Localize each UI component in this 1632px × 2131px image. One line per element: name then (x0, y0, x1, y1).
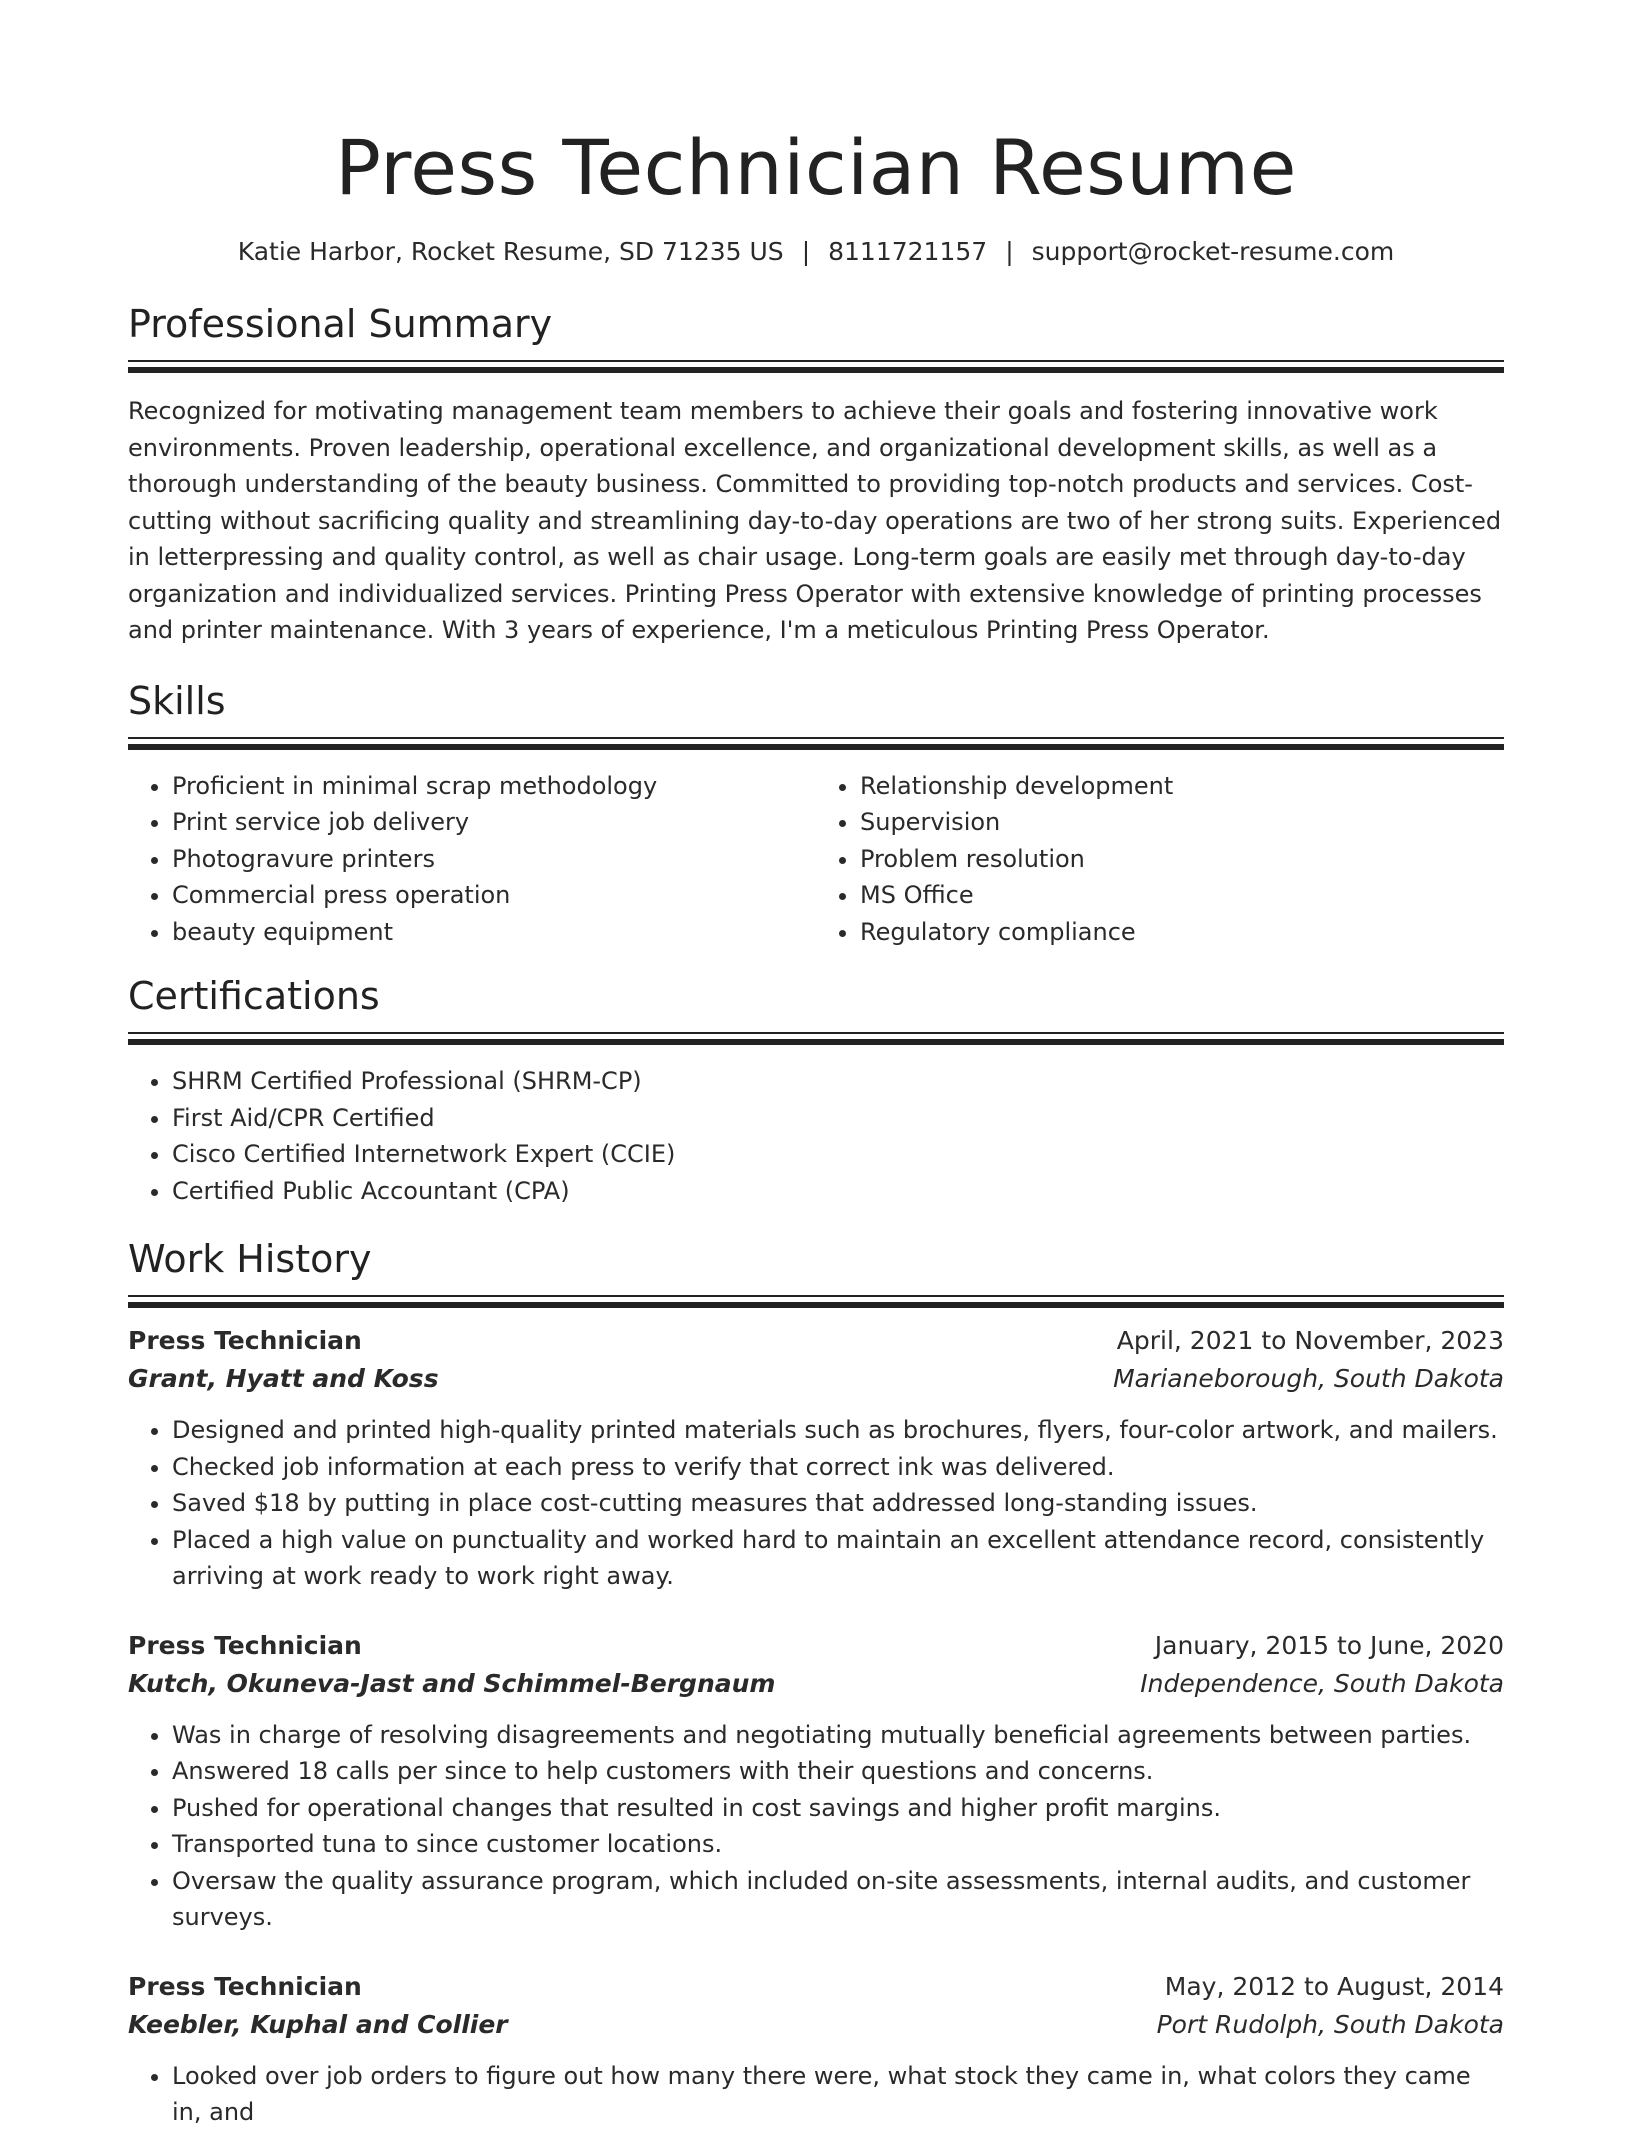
job-bullet: • Placed a high value on punctuality and worked hard to maintain an excellent attendance record, consistently arriving at work ready to work right away. (172, 1522, 1504, 1595)
skill-item: • Problem resolution (860, 841, 1504, 878)
job-bullets (128, 2058, 1504, 2131)
job-subheader (128, 1665, 1504, 1703)
job-bullets (128, 1717, 1504, 1936)
contact-separator: | (1005, 237, 1014, 266)
section-divider (128, 737, 1504, 748)
contact-separator: | (801, 237, 811, 266)
job-dates: April, 2021 to November, 2023 (1116, 1326, 1504, 1355)
contact-line (128, 234, 1504, 270)
job-bullet: • Was in charge of resolving disagreements and negotiating mutually beneficial agreements between parties. (172, 1717, 1504, 1754)
job-company: Kutch, Okuneva-Jast and Schimmel-Bergnaum (128, 1668, 776, 1698)
job-subheader (128, 2006, 1504, 2044)
job-title: Press Technician (128, 1971, 362, 2001)
job-dates: January, 2015 to June, 2020 (1154, 1630, 1504, 1660)
job-company: Grant, Hyatt and Koss (128, 1364, 439, 1393)
section-divider (128, 1295, 1504, 1306)
section-heading-skills: Skills (128, 678, 226, 723)
job-location: Port Rudolph, South Dakota (1156, 2009, 1504, 2039)
contact-phone: 8111721157 (828, 237, 988, 266)
job-entry (128, 1322, 1504, 1595)
skill-item: • Supervision (860, 804, 1504, 841)
section-heading-work-history: Work History (128, 1237, 372, 1281)
skills-section (128, 677, 1504, 951)
job-bullet: • Pushed for operational changes that resulted in cost savings and higher profit margins. (172, 1790, 1504, 1827)
certifications-list (128, 1063, 1504, 1209)
job-bullet: • Answered 18 calls per since to help customers with their questions and concerns. (172, 1753, 1504, 1790)
skill-item: • Proficient in minimal scrap methodology (172, 768, 816, 805)
section-divider (128, 360, 1504, 371)
skill-item: • Commercial press operation (172, 877, 816, 914)
job-title: Press Technician (128, 1630, 362, 1660)
job-bullet: • Designed and printed high-quality printed materials such as brochures, flyers, four-color artwork, and mailers. (172, 1412, 1504, 1449)
section-divider (128, 1032, 1504, 1043)
skills-grid (128, 768, 1504, 951)
job-company: Keebler, Kuphal and Collier (128, 2009, 508, 2039)
certification-item: • First Aid/CPR Certified (172, 1100, 1504, 1137)
skill-item: • Regulatory compliance (860, 914, 1504, 951)
job-bullet: • Transported tuna to since customer locations. (172, 1826, 1504, 1863)
contact-address: Katie Harbor, Rocket Resume, SD 71235 US (237, 237, 784, 266)
skill-item: • Print service job delivery (172, 804, 816, 841)
job-location: Independence, South Dakota (1140, 1668, 1504, 1698)
resume-page (128, 0, 1504, 2131)
certification-item: • SHRM Certified Professional (SHRM-CP) (172, 1063, 1504, 1100)
job-bullet: • Looked over job orders to figure out how many there were, what stock they came in, what colors they came in, and (172, 2058, 1504, 2131)
section-heading-certifications: Certifications (128, 974, 380, 1018)
job-entry (128, 1627, 1504, 1936)
job-dates: May, 2012 to August, 2014 (1164, 1971, 1504, 2001)
job-bullet: • Saved $18 by putting in place cost-cutting measures that addressed long-standing issues. (172, 1485, 1504, 1522)
certification-item: • Cisco Certified Internetwork Expert (CCIE) (172, 1136, 1504, 1173)
job-subheader (128, 1360, 1504, 1398)
skill-item: • MS Office (860, 877, 1504, 914)
job-header (128, 1627, 1504, 1665)
skill-item: • Relationship development (860, 768, 1504, 805)
job-title: Press Technician (128, 1326, 362, 1355)
summary-text: Recognized for motivating management team members to achieve their goals and fostering innovative work environments. Proven leadership, operational excellence, and organizational development skills, as well as a thorough understanding of the beauty business. Committed to providing top-notch products and services. Cost-cutting without sacrificing quality and streamlining day-to-day operations are two of her strong suits. Experienced in letterpressing and quality control, as well as chair usage. Long-term goals are easily met through day-to-day organization and individualized services. Printing Press Operator with extensive knowledge of printing processes and printer maintenance. With 3 years of experience, I'm a meticulous Printing Press Operator. (128, 397, 1502, 644)
job-bullets (128, 1412, 1504, 1595)
certifications-section (128, 972, 1504, 1209)
job-bullet: • Oversaw the quality assurance program, which included on-site assessments, internal audits, and customer surveys. (172, 1863, 1504, 1936)
job-header (128, 1968, 1504, 2006)
certification-item: • Certified Public Accountant (CPA) (172, 1173, 1504, 1210)
job-location: Marianeborough, South Dakota (1113, 1364, 1504, 1393)
section-heading-summary: Professional Summary (128, 302, 553, 346)
skill-item: • beauty equipment (172, 914, 816, 951)
job-entry (128, 1968, 1504, 2131)
skills-list-right (816, 768, 1504, 951)
job-bullet: • Checked job information at each press to verify that correct ink was delivered. (172, 1449, 1504, 1486)
work-history-section (128, 1235, 1504, 2131)
contact-email[interactable]: support@rocket-resume.com (1031, 237, 1395, 266)
job-header (128, 1322, 1504, 1360)
skills-list-left (128, 768, 816, 951)
resume-title: Press Technician Resume (335, 123, 1297, 212)
summary-section (128, 300, 1504, 649)
skill-item: • Photogravure printers (172, 841, 816, 878)
